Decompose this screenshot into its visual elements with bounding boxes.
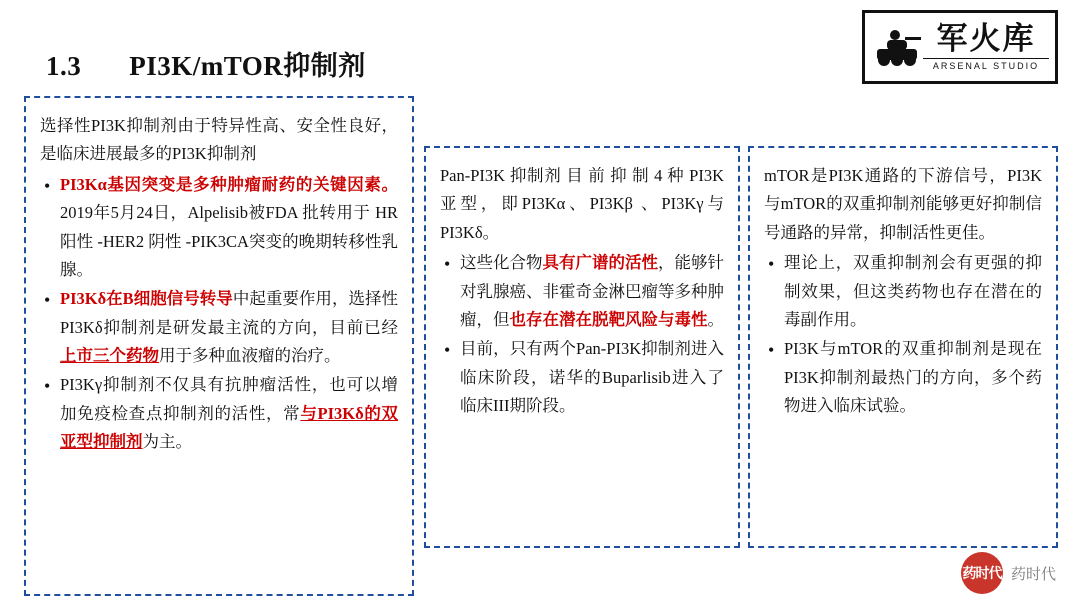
wechat-logo-icon: 药时代 (961, 552, 1003, 594)
box2-bullet-list (440, 249, 724, 420)
list-item (440, 249, 724, 334)
brand-logo (862, 10, 1058, 84)
box1-b2-highlight: PI3Kδ在B细胞信号转导 (60, 289, 233, 309)
box1-b3-text-a: PI3Kγ抑制剂不仅具有抗肿瘤活性，也可以增加免疫检查点抑制剂的活性，常 (60, 375, 398, 423)
logo-text (923, 20, 1049, 72)
wechat-account-name: 药时代 (1010, 565, 1056, 583)
content-box-selective-pi3k (24, 96, 414, 596)
box1-intro: 选择性PI3K抑制剂由于特异性高、安全性良好，是临床进展最多的PI3K抑制剂 (40, 116, 398, 164)
logo-cn-text: 军火库 (936, 20, 1036, 56)
box1-b2-highlight-mid: 上市三个药物 (60, 346, 159, 365)
content-box-pan-pi3k (424, 146, 740, 548)
box3-b1-text: 理论上，双重抑制剂会有更强的抑制效果，但这类药物也存在潜在的毒副作用。 (784, 253, 1042, 329)
box1-b1-highlight: PI3Kα基因突变是多种肿瘤耐药的关键因素。 (60, 174, 398, 194)
box2-b1-highlight-1: 具有广谱的活性 (542, 253, 658, 273)
box1-b3-text-b: 为主。 (142, 432, 192, 452)
section-title: PI3K/mTOR抑制剂 (129, 51, 366, 81)
box2-b1-text-b: ，能够针对乳腺癌、非霍奇金淋巴瘤等多种肿瘤，但 (460, 253, 724, 329)
box3-intro: mTOR是PI3K通路的下游信号，PI3K与mTOR的双重抑制剂能够更好抑制信号通路的异常，抑制活性更佳。 (764, 166, 1042, 242)
list-item (40, 371, 398, 456)
box2-intro: Pan-PI3K 抑制剂 目 前 抑 制 4 种 PI3K 亚型，即PI3Kα、PI3Kβ 、PI3Kγ与 PI3Kδ。 (440, 166, 724, 242)
box3-b2-text: PI3K与mTOR的双重抑制剂是现在PI3K抑制剂最热门的方向，多个药物进入临床试验。 (784, 339, 1042, 415)
box1-bullet-list (40, 171, 398, 457)
logo-en-text: ARSENAL STUDIO (923, 58, 1049, 71)
box1-b2-text-a: 中起重要作用，选择性PI3Kδ抑制剂是研发最主流的方向，目前已经 (60, 289, 399, 337)
list-item (764, 335, 1042, 420)
page-title (46, 44, 366, 83)
wechat-badge (961, 552, 1056, 594)
box1-b2-text-b: 用于多种血液瘤的治疗。 (159, 346, 341, 365)
box2-b1-text-a: 这些化合物 (460, 253, 543, 273)
list-item (440, 335, 724, 420)
box2-b1-text-c: 。 (707, 309, 724, 329)
list-item (764, 249, 1042, 334)
tank-icon (871, 21, 923, 73)
box1-b3-highlight: 与PI3Kδ的双亚型抑制剂 (60, 403, 398, 452)
box1-b1-text: 2019年5月24日，Alpelisib被FDA 批转用于 HR 阳性 -HER2 阴性 -PIK3CA突变的晚期转移性乳腺。 (60, 203, 398, 279)
list-item (40, 171, 398, 285)
box3-bullet-list (764, 249, 1042, 420)
box2-b2-text: 目前，只有两个Pan-PI3K抑制剂进入临床阶段，诺华的Buparlisib进入了临床III期阶段。 (460, 339, 724, 415)
list-item (40, 285, 398, 370)
content-box-mtor (748, 146, 1058, 548)
section-number: 1.3 (46, 51, 82, 81)
box2-b1-highlight-2: 也存在潜在脱靶风险与毒性 (509, 309, 708, 329)
